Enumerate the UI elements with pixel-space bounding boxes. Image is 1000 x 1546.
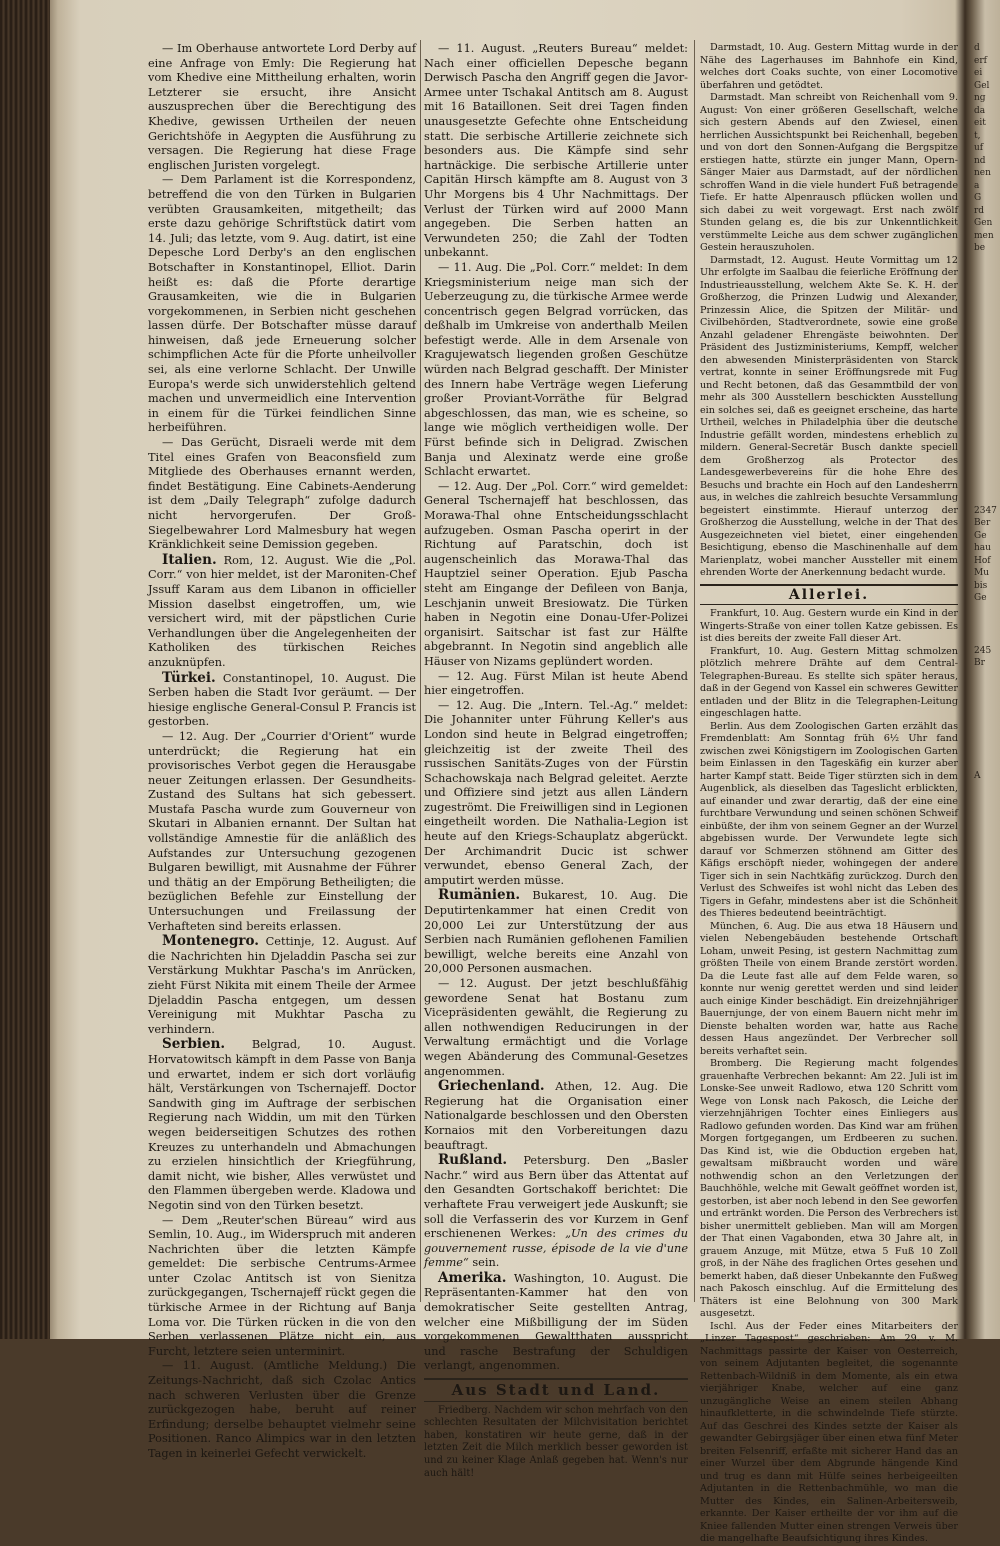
article-courrier: — 12. Aug. Der „Courrier d'Orient“ wurde unterdrückt; die Regierung hat ein provisorisches Verbot gegen die Herausgabe neuer Zeitungen erlassen. Der Gesundheits-Zustand des Sultans hat sich gebessert. Mustafa Pascha wurde zum Gouverneur von Skutari in Albanien ernannt. Der Sultan hat vollständige Amnestie für die anläßlich des Aufstandes zur Untersuchung gezogenen Bulgaren bewilligt, mit Ausnahme der Führer und thätig an der Empörung Betheiligten; die bezüglichen Befehle zur Einstellung der Untersuchungen und Freilassung der Verhafteten sind bereits erlassen. bbox=[148, 729, 416, 933]
article-bromberg: Bromberg. Die Regierung macht folgendes grauenhafte Verbrechen bekannt: Am 22. Juli ist im Lonske-See unweit Radlowo, etwa 120 Schritt vom Wege von Lonsk nach Pakosch, die Leiche der vierzehnjährigen Tochter eines Einliegers aus Radlowo gefunden worden. Das Kind war am frühen Morgen fortgegangen, um Erdbeeren zu suchen. Das Kind ist, wie die Obduction ergeben hat, gewaltsam mißbraucht worden und wäre nothwendig schon an den Verletzungen der Bauchhöhle, welche mit Gewalt geöffnet worden ist, gestorben, ist aber noch lebend in den See geworfen und ertränkt worden. Die Person des Verbrechers ist bisher unermittelt geblieben. Man will am Morgen der That einen Vagabonden, etwa 30 Jahre alt, in grauem Anzuge, mit Mütze, etwa 5 Fuß 10 Zoll groß, in der Nähe des fraglichen Ortes gesehen und bemerkt haben, daß dieser Unbekannte den Fußweg nach Pakosch einschlug. Auf die Ermittelung des Thäters ist eine Belohnung von 300 Mark ausgesetzt. bbox=[700, 1058, 958, 1319]
article-russland: Rußland. Petersburg. Den „Basler Nachr.“ wird aus Bern über das Attentat auf den Gesandten Gortschakoff berichtet: Die verhaftete Frau verweigert jede Auskunft; sie soll die Verfasserin des vor Kurzem in Genf erschienenen Werkes: „Un des crimes du gouvernement russe, épisode de la vie d'une femme“ sein. bbox=[424, 1152, 688, 1270]
heading-italien: Italien. bbox=[162, 551, 217, 568]
edge-fragment: men bbox=[974, 230, 994, 241]
edge-fragment: Br bbox=[974, 658, 985, 668]
article-reuter-semlin: — Dem „Reuter'schen Büreau“ wird aus Semlin, 10. Aug., im Widerspruch mit anderen Nachrichten über die letzten Kämpfe gemeldet: Die serbische Centrums-Armee unter Czolac Antitsch ist von Sienitza zurückgegangen, Tschernajeff rückt gegen die türkische Armee in der Richtung auf Banja Loma vor. Die Türken rücken in die von den Serben verlassenen Plätze nicht ein, aus Furcht, letztere seien unterminirt. bbox=[148, 1213, 416, 1358]
article-lord-derby: — Im Oberhause antwortete Lord Derby auf eine Anfrage von Emly: Die Regierung hat vom Khedive eine Mittheilung erhalten, worin Letzterer sie ersucht, ihre Ansicht auszusprechen über die Berechtigung des Khedive, gewissen Urtheilen der neuen Gerichtshöfe in Aegypten die Ausführung zu versagen. Die Regierung hat diese Frage englischen Juristen vorgelegt. bbox=[148, 42, 416, 172]
article-intern-tel-ag: — 12. Aug. Die „Intern. Tel.-Ag.“ meldet: Die Johanniter unter Führung Keller's aus London sind heute in Belgrad eingetroffen; gleichzeitig ist der zweite Theil des russischen Sanitäts-Zuges von der Fürstin Schachowskaja nach Belgrad geleitet. Aerzte und Offiziere sind jetzt aus allen Ländern zugeströmt. Die Freiwilligen sind in Legionen eingetheilt worden. Die Nathalia-Legion ist heute auf den Kriegs-Schauplatz abgerückt. Der Archimandrit Ducic ist schwer verwundet, ebenso General Zach, der amputirt werden müsse. bbox=[424, 698, 688, 887]
edge-fragment: uf bbox=[974, 143, 984, 153]
column-rule bbox=[420, 40, 421, 1302]
article-berlin: Berlin. Aus dem Zoologischen Garten erzählt das Fremdenblatt: Am Sonntag früh 6½ Uhr fand zwischen zwei Königstigern im Zoologischen Garten beim Einlassen in den Tageskäfig ein kurzer aber harter Kampf statt. Beide Tiger stürzten sich in dem Augenblick, als dieselben das Tageslicht erblickten, auf einander und zwar derartig, daß der eine eine furchtbare Verwundung und seinen schönen Schweif einbüßte, der ihm von seinem Gegner an der Wurzel abgebissen wurde. Der Verwundete legte sich darauf vor Schmerzen stöhnend am Gitter des Käfigs erschöpft nieder, wohingegen der andere Tiger sich in sein Nachtkäfig zurückzog. Durch den Verlust des Schweifes ist wohl nicht das Leben des Tigers in Gefahr, mindestens aber ist die Schönheit des Thieres bedeutend beeinträchtigt. bbox=[700, 720, 958, 919]
article-italien: Italien. Rom, 12. August. Wie die „Pol. Corr.“ von hier meldet, ist der Maroniten-Chef Jssuff Karam aus dem Libanon in officieller Mission daselbst eingetroffen, um, wie versichert wird, mit der päpstlichen Curie Verhandlungen über die Angelegenheiten der Katholiken des türkischen Reiches anzuknüpfen. bbox=[148, 551, 416, 669]
edge-fragment: 2347 bbox=[974, 505, 997, 516]
edge-fragment: Gen bbox=[974, 218, 993, 228]
article-disraeli: — Das Gerücht, Disraeli werde mit dem Titel eines Grafen von Beaconsfield zum Mitgliede des Oberhauses ernannt werden, findet Bestätigung. Eine Cabinets-Aenderung ist dem „Daily Telegraph“ zufolge dadurch nicht hervorgerufen. Der Groß-Siegelbewahrer Lord Malmesbury hat wegen Kränklichkeit seine Demission gegeben. bbox=[148, 436, 416, 552]
french-quote: „Un des crimes du gouvernement russe, épisode de la vie d'une femme“ bbox=[424, 1227, 688, 1270]
article-frankfurt-1: Frankfurt, 10. Aug. Gestern wurde ein Kind in der Wingerts-Straße von einer tollen Katze gebissen. Es ist dies bereits der zweite Fall dieser Art. bbox=[700, 608, 958, 644]
section-title-stadt-und-land: Aus Stadt und Land. bbox=[424, 1378, 688, 1402]
article-serbien: Serbien. Belgrad, 10. August. Horvatowitsch kämpft in dem Passe von Banja und erwartet, indem er sich dort vorläufig hält, Verstärkungen von Tschernajeff. Doctor Sandwith ging im Auftrage der serbischen Regierung nach Widdin, um mit den Türken wegen beiderseitigen Schutzes des rothen Kreuzes zu unterhandeln und Abmachungen zu erzielen hinsichtlich der Kriegführung, damit nicht, wie bisher, Alles verwüstet und den Flammen übergeben werde. Kladowa und Negotin sind von den Türken besetzt. bbox=[148, 1036, 416, 1212]
article-pol-corr-2: — 12. Aug. Der „Pol. Corr.“ wird gemeldet: General Tschernajeff hat beschlossen, das Morawa-Thal ohne Entscheidungsschlacht aufzugeben. Osman Pascha operirt in der Richtung auf Paratschin, doch ist augenscheinlich das Morawa-Thal das Hauptziel seiner Operation. Ejub Pascha steht am Eingange der Defileen von Banja, Leschjanin unweit Bresiowatz. Die Türken haben in Negotin eine Donau-Ufer-Polizei organisirt. Saitschar ist fast zur Hälfte abgebrannt. In Negotin sind angeblich alle Häuser von Nizams geplündert worden. bbox=[424, 479, 688, 668]
edge-fragment: be bbox=[974, 243, 986, 253]
column-2 bbox=[424, 42, 689, 1479]
edge-fragment: nd bbox=[974, 155, 986, 166]
heading-rumaenien: Rumänien. bbox=[438, 887, 521, 904]
edge-fragment: t, bbox=[974, 130, 981, 141]
column-rule bbox=[694, 40, 695, 1302]
edge-fragment: a bbox=[974, 180, 980, 191]
edge-fragment: Hof bbox=[974, 555, 991, 566]
edge-fragment: Ge bbox=[974, 593, 987, 603]
article-muenchen: München, 6. Aug. Die aus etwa 18 Häusern und vielen Nebengebäuden bestehende Ortschaft Loham, unweit Pesing, ist gestern Nachmittag zum größten Theile von einem Brande zerstört worden. Da die Leute fast alle auf dem Felde waren, so konnte nur wenig gerettet werden und sind leider auch einige Kinder beschädigt. Ein dreizehnjähriger Bauernjunge, der von einem Bauern nicht mehr im Dienste behalten worden war, hatte aus Rache dessen Haus angezündet. Der Verbrecher soll bereits verhaftet sein. bbox=[700, 920, 958, 1057]
article-darmstadt-3: Darmstadt, 12. August. Heute Vormittag um 12 Uhr erfolgte im Saalbau die feierliche Eröffnung der Industrieausstellung, welchem Akte Se. K. H. der Großherzog, die Prinzen Ludwig und Alexander, Prinzessin Alice, die Spitzen der Militär- und Civilbehörden, Stadtverordnete, sowie eine große Anzahl geladener Ehrengäste beiwohnten. Der Präsident des Justizministeriums, Kempff, welcher den abwesenden Ministerpräsidenten von Starck vertrat, konnte in seiner Eröffnungsrede mit Fug und Recht betonen, daß das Gesammtbild der von mehr als 300 Ausstellern beschickten Ausstellung ein solches sei, daß es geeignet erscheine, das harte Urtheil, welches in Philadelphia über die deutsche Industrie gefällt worden, mindestens erheblich zu mildern. General-Secretär Busch dankte speciell dem Großherzog als Protector des Landesgewerbevereins für die hohe Ehre des Besuchs und brachte ein Hoch auf den Landesherrn aus, in welches die zahlreich besuchte Versammlung begeistert einstimmte. Hierauf unterzog der Großherzog die Ausstellung, welche in der That des Ausgezeichneten viel bietet, einer eingehenden Besichtigung, ebenso die Maschinenhalle auf dem Marienplatz, wobei mancher Aussteller mit einem ehrenden Worte der Anerkennung bedacht wurde. bbox=[700, 254, 958, 578]
edge-fragment: erf bbox=[974, 55, 987, 66]
edge-fragment: G bbox=[974, 193, 982, 203]
article-pol-corr-1: — 11. Aug. Die „Pol. Corr.“ meldet: In dem Kriegsministerium neige man sich der Ueberzeugung zu, die türkische Armee werde concentrisch gegen Belgrad vorrücken, das deßhalb im Umkreise von anderthalb Meilen befestigt werde. Alle in dem Arsenale von Kragujewatsch liegenden großen Geschütze würden nach Belgrad geschafft. Der Minister des Innern habe Verträge wegen Lieferung großer Proviant-Vorräthe für Belgrad abgeschlossen, das man, wie es scheine, so lange wie möglich vertheidigen wolle. Der Fürst befinde sich in Deligrad. Zwischen Banja und Alexinatz werde eine große Schlacht erwartet. bbox=[424, 260, 688, 479]
section-title-allerlei: Allerlei. bbox=[700, 584, 958, 606]
edge-fragment: bis bbox=[974, 580, 988, 591]
edge-fragment: rd bbox=[974, 205, 985, 216]
edge-fragment: A bbox=[974, 770, 981, 781]
edge-fragment: da bbox=[974, 105, 986, 116]
article-friedberg: Friedberg. Nachdem wir schon mehrfach von den schlechten Resultaten der Milchvisitation berichtet haben, konstatiren wir heute gerne, daß in der letzten Zeit die Milch merklich besser geworden ist und zu keiner Klage Anlaß gegeben hat. Wenn's nur auch hält! bbox=[424, 1404, 688, 1479]
edge-fragment: d bbox=[974, 43, 980, 53]
article-amtliche-meldung: — 11. August. (Amtliche Meldung.) Die Zeitungs-Nachricht, daß sich Czolac Antics nach schweren Verlusten über die Grenze zurückgezogen habe, beruht auf reiner Erfindung; derselbe behauptet vielmehr seine Positionen. Ranco Alimpics war in den letzten Tagen in keinerlei Gefecht verwickelt. bbox=[148, 1359, 416, 1460]
article-griechenland: Griechenland. Athen, 12. Aug. Die Regierung hat die Organisation einer Nationalgarde beschlossen und den Obersten Kornaios mit den Vorbereitungen dazu beauftragt. bbox=[424, 1078, 689, 1152]
article-rumaenien: Rumänien. Bukarest, 10. Aug. Die Deputirtenkammer hat einen Credit von 20,000 Lei zur Unterstützung der aus Serbien nach Rumänien geflohenen Familien bewilligt, welche bereits eine Anzahl von 20,000 Personen ausmachen. bbox=[424, 887, 688, 976]
article-senat: — 12. August. Der jetzt beschlußfähig gewordene Senat hat Bostanu zum Vicepräsidenten gewählt, die Regierung zu allen nothwendigen Reducirungen in der Verwaltung ermächtigt und die Vorlage wegen Abänderung des Communal-Gesetzes angenommen. bbox=[424, 977, 688, 1078]
edge-fragment: Ber bbox=[974, 518, 991, 528]
column-1 bbox=[148, 42, 416, 1460]
edge-fragment: 245 bbox=[974, 645, 992, 656]
article-reuters-bureau: — 11. August. „Reuters Bureau“ meldet: Nach einer officiellen Depesche begann Derwisch Pascha den Angriff gegen die Javor-Armee unter Tschakal Antitsch am 8. August mit 16 Bataillonen. Seit drei Tagen finden unausgesetzte Gefechte ohne Entscheidung statt. Die serbische Artillerie zeichnete sich besonders aus. Die Kämpfe sind sehr hartnäckige. Die serbische Artillerie unter Capitän Hirsch kämpfte am 8. August von 3 Uhr Morgens bis 4 Uhr Nachmittags. Der Verlust der Türken wird auf 2000 Mann angegeben. Die Serben hatten an Verwundeten 250; die Zahl der Todten unbekannt. bbox=[424, 42, 688, 260]
book-binding-edge bbox=[0, 0, 50, 1339]
article-darmstadt-2: Darmstadt. Man schreibt von Reichenhall vom 9. August: Von einer größeren Gesellschaft, welche sich gestern Abends auf den Zwiesel, einen herrlichen Aussichtspunkt bei Reichenhall, begeben und von dort den Sonnen-Aufgang die Bergspitze erstiegen hatte, stürzte ein junger Mann, Opern-Sänger Maier aus Darmstadt, auf der nördlichen schroffen Wand in die viele hundert Fuß betragende Tiefe. Er hatte Alpenrausch pflücken wollen und sich dabei zu weit vorgewagt. Erst nach zwölf Stunden gelang es, die bis zur Unkenntlichkeit verstümmelte Leiche aus dem schwer zugänglichen Gestein herauszuholen. bbox=[700, 92, 958, 253]
article-frankfurt-2: Frankfurt, 10. Aug. Gestern Mittag schmolzen plötzlich mehrere Drähte auf dem Central-Telegraphen-Bureau. Es stellte sich später heraus, daß in der Gegend von Kassel ein schweres Gewitter entladen und der Blitz in die Telegraphen-Leitung eingeschlagen hatte. bbox=[700, 645, 958, 719]
edge-fragment: Mu bbox=[974, 568, 990, 578]
heading-russland: Rußland. bbox=[438, 1152, 508, 1169]
article-tuerkei: Türkei. Constantinopel, 10. August. Die Serben haben die Stadt Ivor geräumt. — Der hiesige englische General-Consul P. Francis ist gestorben. bbox=[148, 669, 416, 729]
edge-fragment: ei bbox=[974, 68, 983, 78]
heading-tuerkei: Türkei. bbox=[162, 669, 216, 686]
article-ischl: Ischl. Aus der Feder eines Mitarbeiters der „Linzer Tagespost“ geschrieben: Am 29. v. M. Nachmittags passirte der Kaiser von Oesterreich, von seinem Adjutanten begleitet, die sogenannte Rettenbach-Wildniß in dem Momente, als ein etwa vierjähriger Knabe, welcher auf eine ganz unzugängliche Weise an einem steilen Abhang hinaufkletterte, in die schwindelnde Tiefe stürzte. Auf das Geschrei des Kindes setzte der Kaiser als gewandter Gebirgsjäger über einen etwa fünf Meter breiten Felsenriff, erfaßte mit sicherer Hand das an einer Wurzel über dem Abgrunde hängende Kind und trug es dann mit Hülfe seines herbeigeeilten Adjutanten in die Rettenbachmühle, wo man die Mutter des Kindes, ein Salinen-Arbeitersweib, erkannte. Der Kaiser ertheilte der vor ihm auf die Kniee fallenden Mutter einen strengen Verweis über die mangelhafte Beaufsichtigung ihres Kindes. bbox=[700, 1320, 958, 1544]
article-montenegro: Montenegro. Cettinje, 12. August. Auf die Nachrichten hin Djeladdin Pascha sei zur Verstärkung Mukhtar Pascha's im Anrücken, zieht Fürst Nikita mit einem Theile der Armee Djeladdin Pascha entgegen, um dessen Vereinigung mit Mukhtar Pascha zu verhindern. bbox=[148, 933, 416, 1036]
heading-montenegro: Montenegro. bbox=[162, 933, 260, 950]
article-fuerst-milan: — 12. Aug. Fürst Milan ist heute Abend hier eingetroffen. bbox=[424, 669, 688, 698]
edge-fragment: Ge bbox=[974, 530, 987, 541]
edge-fragment: nen bbox=[974, 168, 991, 178]
next-page-edge-fragments bbox=[974, 42, 1000, 1302]
edge-fragment: ng bbox=[974, 93, 986, 103]
article-amerika: Amerika. Washington, 10. August. Die Repräsentanten-Kammer hat den von demokratischer Seite gestellten Antrag, welcher eine Mißbilligung der im Süden vorgekommenen Gewaltthaten ausspricht und rasche Bestrafung der Schuldigen verlangt, angenommen. bbox=[424, 1269, 689, 1373]
column-3 bbox=[700, 42, 958, 1544]
article-darmstadt-1: Darmstadt, 10. Aug. Gestern Mittag wurde in der Nähe des Lagerhauses im Bahnhofe ein Kind, welches dort Coaks suchte, von einer Locomotive überfahren und getödtet. bbox=[700, 42, 958, 91]
heading-serbien: Serbien. bbox=[162, 1036, 226, 1053]
edge-fragment: Gel bbox=[974, 80, 990, 91]
heading-griechenland: Griechenland. bbox=[438, 1078, 545, 1095]
edge-fragment: hau bbox=[974, 543, 991, 553]
article-parlament: — Dem Parlament ist die Korrespondenz, betreffend die von den Türken in Bulgarien verübten Grausamkeiten, mitgetheilt; das erste dazu gehörige Schriftstück datirt vom 14. Juli; das letzte, vom 9. Aug. datirt, ist eine Depesche Lord Derby's an den englischen Botschafter in Konstantinopel, Elliot. Darin heißt es: daß die Pforte derartige Grausamkeiten, wie die in Bulgarien vorgekommenen, in Serbien nicht geschehen lassen dürfe. Der Botschafter müsse darauf hinweisen, daß jede Erneuerung solcher schimpflichen Acte für die Pforte unheilvoller sei, als eine verlorne Schlacht. Der Unwille Europa's werde sich unwiderstehlich geltend machen und unvermeidlich eine Intervention in einem für die Türkei feindlichen Sinne herbeiführen. bbox=[148, 173, 416, 435]
edge-fragment: eit bbox=[974, 118, 986, 128]
heading-amerika: Amerika. bbox=[438, 1269, 507, 1286]
